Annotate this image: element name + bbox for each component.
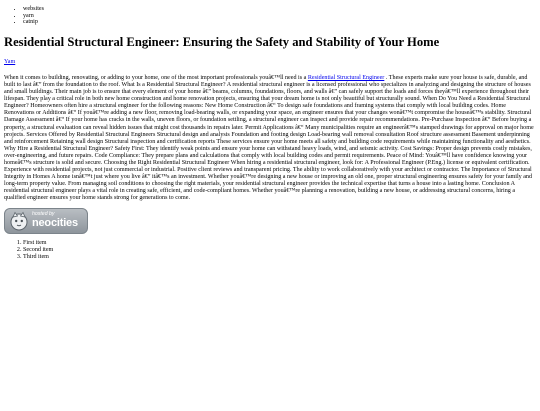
article-intro: When it comes to building, renovating, or adding to your home, one of the most important professionals youâ€™ll need is a	[4, 74, 308, 81]
page-title: Residential Structural Engineer: Ensuring the Safety and Stability of Your Home	[4, 34, 440, 49]
list-item: • catnip	[23, 19, 536, 26]
list-item: 2. Second item	[23, 247, 536, 254]
badge-small-text: hosted by	[32, 211, 55, 218]
article-text: . These experts make sure your house is safe, durable, and built to last â€” from the foundation to the roof. What Is a Residential Structural Engineer? A residential structural engineer is a licensed professional who specializes in analyzing and designing the structure of houses and small buildings. Their main job is to ensure that every element of your home â€” beams, columns, foundations, floors, and walls â€” can safely support the loads and forces theyâ€™ll experience throughout their lifespan. They play a critical role in both new home construction and home renovation projects, ensuring that your dream home is not only beautiful but structurally sound. When Do You Need a Residential Structural Engineer? Homeowners often hire a structural engineer for the following reasons: New Home Construction â€“ To design safe foundations and framing systems that comply with local building codes. Home Renovations or Additions â€“ If youâ€™re adding a new floor, removing load-bearing walls, or expanding your space, an engineer ensures that your changes wonâ€™t compromise the houseâ€™s stability. Structural Damage Assessment â€“ If your home has cracks in the walls, uneven floors, or foundation settling, a structural engineer can inspect and provide repair recommendations. Pre-Purchase Inspection â€“ Before buying a property, a structural evaluation can reveal hidden issues that might cost thousands in repairs later. Permit Applications â€“ Many municipalities require an engineerâ€™s stamped drawings for approval on major home projects. Services Offered by Residential Structural Engineers Structural design and analysis Foundation and footing design Load-bearing wall removal consultation Roof structure assessment Basement underpinning and reinforcement Retaining wall design Structural inspection and certification reports These services ensure your home meets all safety and building code requirements while maintaining functionality and aesthetics. Why Hire a Residential Structural Engineer? Safety First: They identify weak points and ensure your home can withstand heavy loads, wind, and seismic activity. Cost Savings: Proper design prevents costly mistakes, over-engineering, and future repairs. Code Compliance: They prepare plans and calculations that comply with local building codes and permit requirements. Peace of Mind: Youâ€™ll have confidence knowing your homeâ€™s structure is solid and secure. Choosing the Right Residential Structural Engineer When hiring a residential structural engineer, look for: A Professional Engineer (P.Eng.) license or equivalent certification. Experience with residential projects, not just commercial or industrial. Positive client reviews and transparent pricing. The ability to work collaboratively with your architect or contractor. The Importance of Structural Integrity in Homes A home isnâ€™t just where you live â€” itâ€™s an investment. Whether youâ€™re designing a new house or improving an old one, proper structural engineering ensures safety for your family and long-term property value. From managing soil conditions to choosing the right materials, your residential structural engineer provides the technical expertise that turns a house into a lasting home. Conclusion A residential structural engineer plays a vital role in creating safe, efficient, and code-compliant homes. Whether youâ€™re planning a renovation, building a new house, or addressing structural concerns, hiring a qualified engineer ensures your home stands strong for generations to come.	[4, 74, 534, 202]
author-line	[4, 59, 536, 66]
author-link[interactable]: Yam	[4, 58, 16, 65]
page	[0, 6, 540, 261]
list-item: • websites	[23, 6, 536, 13]
badge-brand-text: neocities	[32, 216, 78, 229]
neocities-badge[interactable]	[4, 208, 88, 234]
article-body	[4, 75, 536, 203]
residential-engineer-link[interactable]: Residential Structural Engineer	[307, 74, 385, 81]
list-item: • yarn	[23, 13, 536, 20]
list-item: 1. First item	[23, 240, 536, 247]
bottom-list	[4, 240, 536, 261]
top-list	[4, 6, 536, 26]
neocities-cat-icon	[9, 211, 29, 231]
list-item: 3. Third item	[23, 254, 536, 261]
badge-text	[32, 212, 78, 228]
